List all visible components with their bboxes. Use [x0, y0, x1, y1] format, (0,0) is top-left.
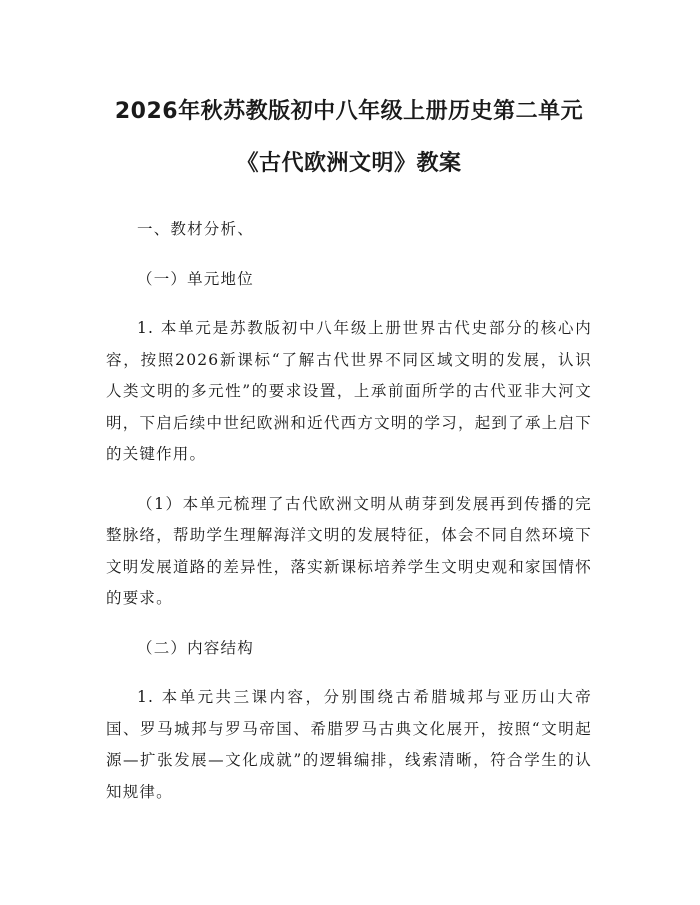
- paragraph-unit-position-1: 1. 本单元是苏教版初中八年级上册世界古代史部分的核心内容，按照2026新课标“了解古代世界不同区域文明的发展，认识人类文明的多元性”的要求设置，上承前面所学的古代亚非大河文明，下启后续中世纪欧洲和近代西方文明的学习，起到了承上启下的关键作用。: [106, 319, 592, 463]
- paragraph-unit-position-2: （1）本单元梳理了古代欧洲文明从萌芽到发展再到传播的完整脉络，帮助学生理解海洋文明的发展特征，体会不同自然环境下文明发展道路的差异性，落实新课标培养学生文明史观和家国情怀的要求。: [106, 494, 592, 607]
- paragraph-content-structure-1: 1. 本单元共三课内容，分别围绕古希腊城邦与亚历山大帝国、罗马城邦与罗马帝国、希腊罗马古典文化展开，按照“文明起源—扩张发展—文化成就”的逻辑编排，线索清晰，符合学生的认知规律。: [106, 688, 592, 801]
- subsection-heading-content-structure: （二）内容结构: [137, 638, 254, 657]
- section-heading-textbook-analysis: 一、教材分析、: [137, 220, 254, 238]
- document-title: 2026年秋苏教版初中八年级上册历史第二单元《古代欧洲文明》教案: [114, 99, 584, 176]
- subsection-heading-unit-position: （一）单元地位: [137, 269, 254, 288]
